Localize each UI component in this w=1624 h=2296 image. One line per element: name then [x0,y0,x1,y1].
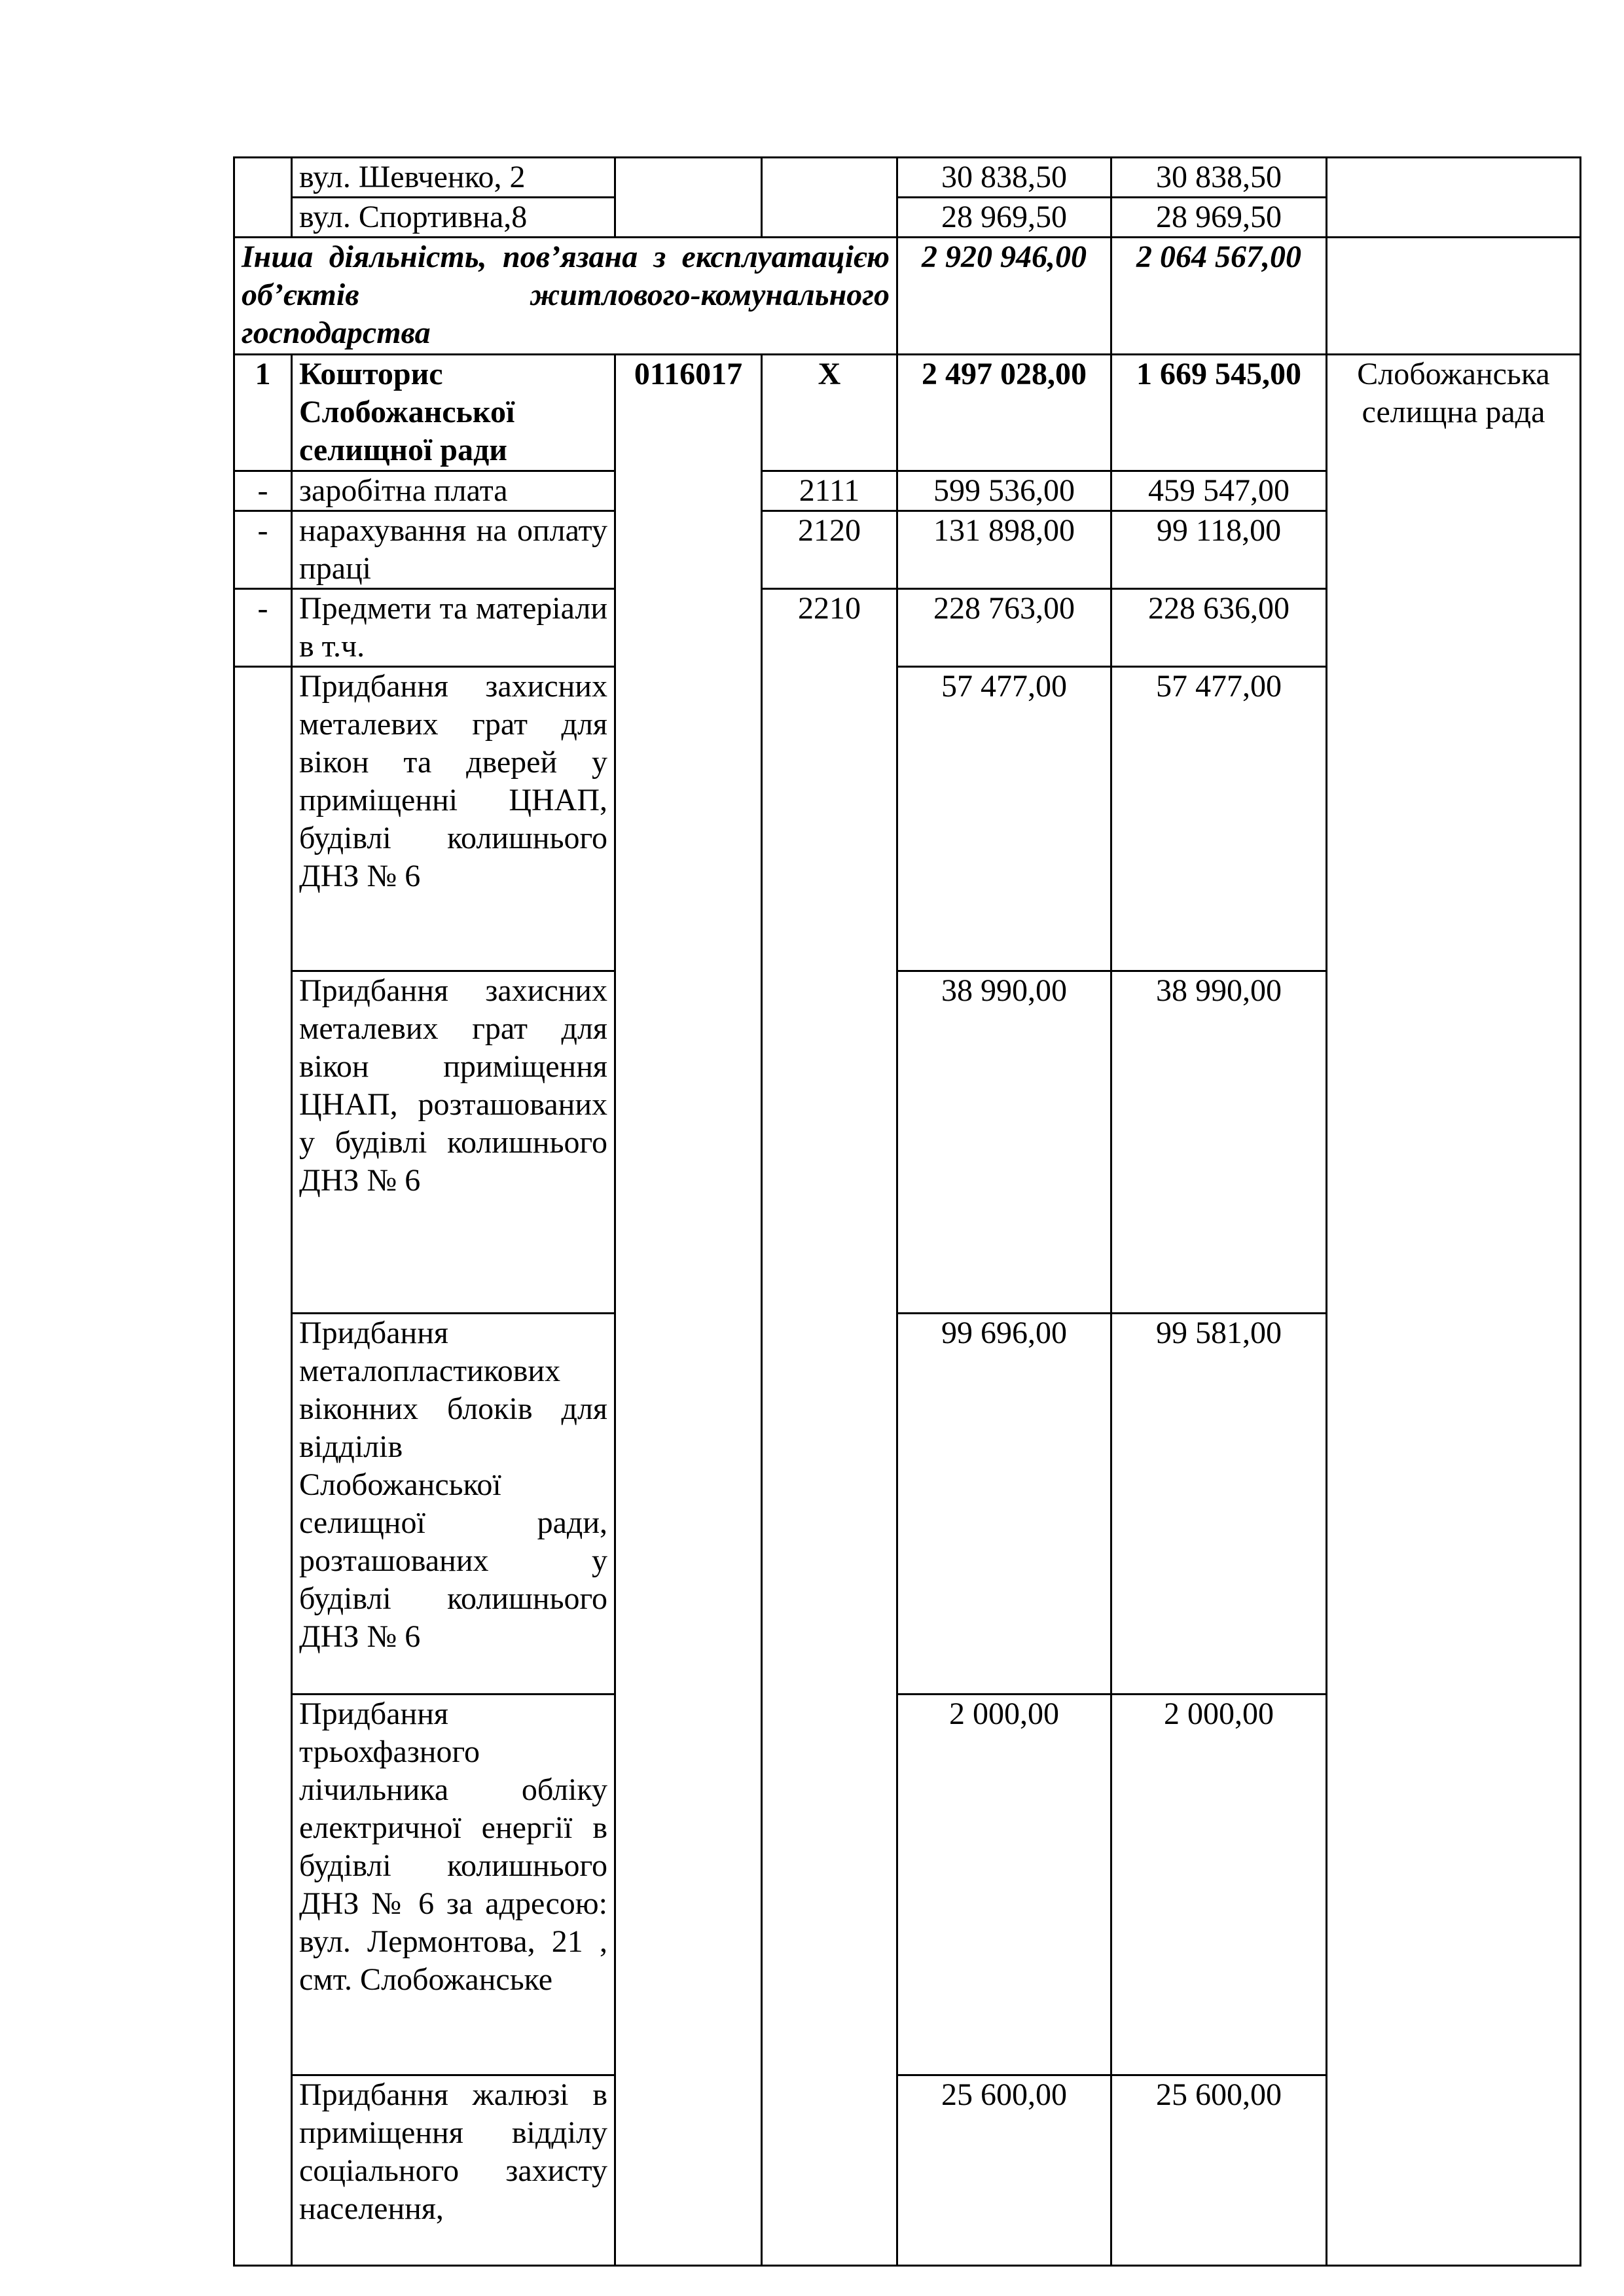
fact-amount: 25 600,00 [1111,2075,1327,2266]
estimate-fact: 1 669 545,00 [1111,355,1327,471]
fact-amount: 30 838,50 [1111,158,1327,198]
table-row [234,158,1581,198]
fact-amount: 99 581,00 [1111,1314,1327,1695]
subitem-name: Придбання трьохфазного лічильника обліку електричної енергії в будівлі колишнього ДНЗ № 6 за адресою: вул. Лермонтова, 21 , смт. Слобожанське [292,1695,615,2075]
cell-empty [762,158,897,238]
kekv-code: 2120 [762,511,897,589]
item-name: заробітна плата [292,471,615,511]
budget-table [233,156,1581,2267]
item-mark: - [234,471,292,511]
cell-empty [234,667,292,2266]
section-title: Інша діяльність, пов’язана з експлуатацією об’єктів житлового-комунального господарства [234,238,897,355]
plan-amount: 131 898,00 [897,511,1111,589]
plan-amount: 228 763,00 [897,589,1111,667]
item-mark: - [234,511,292,589]
cell-empty [1327,238,1581,355]
street-name: вул. Спортивна,8 [292,198,615,238]
subitem-name: Придбання жалюзі в приміщення відділу соціального захисту населення, [292,2075,615,2266]
fact-amount: 459 547,00 [1111,471,1327,511]
fact-amount: 38 990,00 [1111,971,1327,1314]
estimate-row [234,355,1581,471]
plan-amount: 38 990,00 [897,971,1111,1314]
row-number: 1 [234,355,292,471]
plan-amount: 57 477,00 [897,667,1111,971]
fact-amount: 57 477,00 [1111,667,1327,971]
estimate-plan: 2 497 028,00 [897,355,1111,471]
subitem-name: Придбання металопластикових віконних блоків для відділів Слобожанської селищної ради, розташованих у будівлі колишнього ДНЗ № 6 [292,1314,615,1695]
section-row [234,238,1581,355]
plan-amount: 599 536,00 [897,471,1111,511]
section-plan: 2 920 946,00 [897,238,1111,355]
plan-amount: 28 969,50 [897,198,1111,238]
section-fact: 2 064 567,00 [1111,238,1327,355]
plan-amount: 25 600,00 [897,2075,1111,2266]
cell-empty [615,158,762,238]
street-name: вул. Шевченко, 2 [292,158,615,198]
plan-amount: 99 696,00 [897,1314,1111,1695]
plan-amount: 30 838,50 [897,158,1111,198]
cell-empty [1327,158,1581,238]
item-name: нарахування на оплату праці [292,511,615,589]
plan-amount: 2 000,00 [897,1695,1111,2075]
kekv-code: X [762,355,897,471]
estimate-name: Кошторис Слобожанської селищної ради [292,355,615,471]
fact-amount: 2 000,00 [1111,1695,1327,2075]
program-code: 0116017 [615,355,762,2266]
subitem-name: Придбання захисних металевих грат для вікон приміщення ЦНАП, розташованих у будівлі колишнього ДНЗ № 6 [292,971,615,1314]
fact-amount: 99 118,00 [1111,511,1327,589]
fact-amount: 228 636,00 [1111,589,1327,667]
executor: Слобожанська селищна рада [1327,355,1581,2266]
kekv-code: 2210 [762,589,897,2266]
fact-amount: 28 969,50 [1111,198,1327,238]
cell-empty [234,158,292,238]
item-name: Предмети та матеріали в т.ч. [292,589,615,667]
item-mark: - [234,589,292,667]
kekv-code: 2111 [762,471,897,511]
subitem-name: Придбання захисних металевих грат для вікон та дверей у приміщенні ЦНАП, будівлі колишнього ДНЗ № 6 [292,667,615,971]
